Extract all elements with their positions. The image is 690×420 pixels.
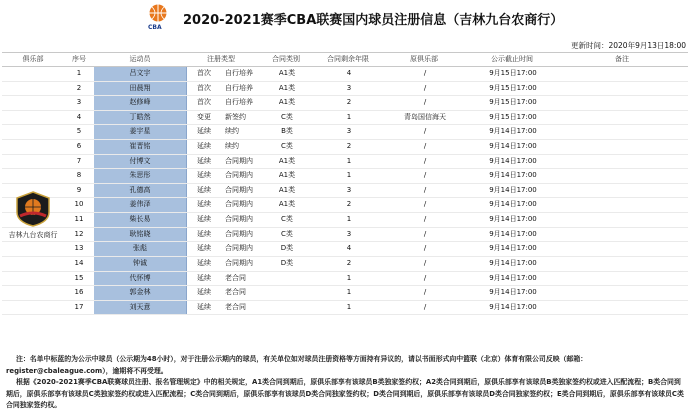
reg-type-main: 延续 [197,200,211,209]
row-no: 15 [74,273,84,282]
contract-type: A1类 [278,200,296,209]
table-row [2,169,688,184]
cba-logo [147,3,169,33]
orig-club: / [423,200,427,209]
table-row [2,198,688,213]
deadline: 9月15日17:00 [489,112,537,121]
player-name: 耿铭晓 [94,228,187,242]
contract-type: C类 [281,142,293,151]
player-name: 赵修峰 [94,96,187,110]
years-remaining: 3 [346,83,352,92]
club-cell [2,190,64,240]
orig-club: / [423,273,427,282]
years-remaining: 2 [346,258,352,267]
reg-type [187,228,257,242]
row-no: 7 [76,156,82,165]
orig-club: / [423,288,427,297]
contract-type [257,272,317,286]
reg-type [187,140,257,154]
row-no: 16 [74,288,84,297]
orig-club: / [423,215,427,224]
remark [557,96,688,110]
reg-type-main: 延续 [197,302,211,311]
club-cell-empty [2,242,64,256]
reg-type-sub: 合同期内 [225,171,253,180]
table-row [2,96,688,111]
row-no: 1 [76,69,82,77]
years-remaining: 1 [346,112,352,121]
deadline: 9月15日17:00 [489,83,537,92]
deadline: 9月14日17:00 [489,258,537,267]
player-name: 柴长易 [94,213,187,227]
years-remaining: 2 [346,200,352,209]
remark [557,213,688,227]
reg-type-sub: 新签约 [225,112,246,121]
orig-club: / [423,302,427,311]
reg-type-main: 变更 [197,112,211,121]
reg-type [187,125,257,139]
reg-type [187,257,257,271]
deadline: 9月15日17:00 [489,69,537,77]
reg-type [187,213,257,227]
table-body [2,67,688,315]
reg-type [187,272,257,286]
contract-type: A1类 [278,98,296,107]
reg-type [187,242,257,256]
remark [557,82,688,96]
player-name: 吕文宇 [94,67,187,81]
deadline: 9月14日17:00 [489,200,537,209]
reg-type-sub: 老合同 [225,288,246,297]
contract-type: D类 [280,244,294,253]
reg-type-main: 延续 [197,142,211,151]
row-no: 4 [76,112,82,121]
contract-type: C类 [281,215,293,224]
reg-type [187,169,257,183]
orig-club: / [423,69,427,77]
deadline: 9月14日17:00 [489,244,537,253]
years-remaining: 2 [346,142,352,151]
player-name: 姜伟泽 [94,198,187,212]
years-remaining: 4 [346,69,352,77]
row-no: 2 [76,83,82,92]
contract-type: A1类 [278,185,296,194]
row-no: 11 [74,215,84,224]
reg-type [187,286,257,300]
deadline: 9月15日17:00 [489,98,537,107]
club-cell-empty [2,67,64,81]
player-name: 钟诚 [94,257,187,271]
remark [557,301,688,315]
orig-club: / [423,185,427,194]
remark [557,242,688,256]
col-header-contract-type: 合同类别 [272,55,300,63]
table-row [2,213,688,228]
reg-type [187,301,257,315]
row-no: 6 [76,142,82,151]
contract-type: C类 [281,112,293,121]
years-remaining: 1 [346,302,352,311]
club-cell-empty [2,169,64,183]
player-name: 田晨翔 [94,82,187,96]
years-remaining: 3 [346,229,352,238]
club-cell-empty [2,96,64,110]
orig-club: / [423,156,427,165]
club-cell-empty [2,111,64,125]
years-remaining: 1 [346,171,352,180]
orig-club: / [423,98,427,107]
reg-type-main: 延续 [197,229,211,238]
reg-type-sub: 老合同 [225,273,246,282]
col-header-deadline: 公示截止时间 [491,55,533,63]
remark [557,125,688,139]
col-header-club: 俱乐部 [22,55,44,63]
remark [557,198,688,212]
table-row [2,67,688,82]
reg-type-sub: 合同期内 [225,229,253,238]
years-remaining: 3 [346,127,352,136]
club-cell-empty [2,125,64,139]
reg-type [187,184,257,198]
remark [557,67,688,81]
table-row [2,82,688,97]
remark [557,272,688,286]
years-remaining: 1 [346,215,352,224]
contract-type: C类 [281,229,293,238]
player-name: 刘天意 [94,301,187,315]
table-row [2,155,688,170]
club-name: 吉林九台农商行 [8,231,58,239]
player-name: 朱思彤 [94,169,187,183]
reg-type-main: 延续 [197,273,211,282]
reg-type-main: 延续 [197,258,211,267]
player-name: 代怀博 [94,272,187,286]
deadline: 9月14日17:00 [489,288,537,297]
reg-type [187,82,257,96]
cba-logo-text: CBA [148,24,162,31]
years-remaining: 1 [346,156,352,165]
col-header-reg-type: 注册类型 [207,55,235,63]
player-name: 张彪 [94,242,187,256]
deadline: 9月14日17:00 [489,142,537,151]
remark [557,228,688,242]
page-title: 2020-2021赛季CBA联赛国内球员注册信息（吉林九台农商行） [183,13,564,28]
remark [557,111,688,125]
registration-table [2,52,688,315]
years-remaining: 2 [346,98,352,107]
deadline: 9月14日17:00 [489,229,537,238]
deadline: 9月14日17:00 [489,127,537,136]
club-cell-empty [2,301,64,315]
reg-type [187,67,257,81]
reg-type-sub: 合同期内 [225,244,253,253]
update-time: 更新时间：2020年9月13日18:00 [570,41,686,50]
col-header-no: 序号 [72,55,86,63]
deadline: 9月14日17:00 [489,156,537,165]
contract-type [257,286,317,300]
reg-type-sub: 合同期内 [225,156,253,165]
table-header [2,52,688,67]
col-header-orig-club: 原俱乐部 [410,55,438,63]
reg-type-main: 首次 [197,83,211,92]
note-2: 根据《2020-2021赛季CBA联赛球员注册、报名管理规定》中的相关规定，A1类合同到期后，原俱乐部享有该球员B类独家签约权；A2类合同到期后，原俱乐部享有该球员B类独家签约权或进入匹配流程；B类合同到期后，原俱乐部享有该球员C类独家签约权或进入匹配流程；C类合同到期后，原俱乐部享有该球员D类合同独家签约权；D类合同到期后，原俱乐部享有该球员D类合同独家签约权；E类合同到期后，原俱乐部享有该球员C类合同独家签约权。 [6,378,684,409]
reg-type-main: 延续 [197,244,211,253]
table-row [2,140,688,155]
reg-type-sub: 自行培养 [225,98,253,107]
note-1: 注：名单中标蓝的为公示中球员（公示期为48小时），对于注册公示期内的球员，有关单位如对球员注册资格等方面持有异议的，请以书面形式向中篮联（北京）体育有限公司反映（邮箱：register@cbaleague.com），逾期将不再受理。 [6,355,588,375]
club-logo [11,190,55,228]
deadline: 9月14日17:00 [489,185,537,194]
deadline: 9月14日17:00 [489,171,537,180]
club-cell-empty [2,155,64,169]
deadline: 9月14日17:00 [489,215,537,224]
remark [557,169,688,183]
remark [557,155,688,169]
reg-type-sub: 续约 [225,142,239,151]
table-row [2,228,688,243]
reg-type-sub: 合同期内 [225,215,253,224]
notes [6,354,686,412]
reg-type-main: 延续 [197,185,211,194]
table-row [2,257,688,272]
reg-type-main: 延续 [197,156,211,165]
reg-type [187,155,257,169]
contract-type [257,301,317,315]
orig-club: / [423,142,427,151]
remark [557,286,688,300]
orig-club: / [423,244,427,253]
orig-club: / [423,229,427,238]
reg-type [187,198,257,212]
row-no: 9 [76,185,82,194]
deadline: 9月14日17:00 [489,302,537,311]
player-name: 丁皓然 [94,111,187,125]
col-header-years: 合同剩余年限 [327,55,369,63]
row-no: 13 [74,244,84,253]
reg-type-main: 延续 [197,171,211,180]
row-no: 10 [74,200,84,209]
reg-type-main: 首次 [197,98,211,107]
remark [557,184,688,198]
orig-club: / [423,83,427,92]
reg-type-sub: 自行培养 [225,83,253,92]
row-no: 12 [74,229,84,238]
contract-type: A1类 [278,83,296,92]
table-row [2,286,688,301]
player-name: 郭金林 [94,286,187,300]
row-no: 8 [76,171,82,180]
reg-type-main: 延续 [197,215,211,224]
remark [557,257,688,271]
row-no: 5 [76,127,82,136]
reg-type-main: 首次 [197,69,211,77]
years-remaining: 3 [346,185,352,194]
player-name: 付博文 [94,155,187,169]
reg-type-sub: 合同期内 [225,185,253,194]
player-name: 崔晋铭 [94,140,187,154]
contract-type: D类 [280,258,294,267]
player-name: 孔德高 [94,184,187,198]
table-row [2,272,688,287]
col-header-remark: 备注 [615,55,629,63]
reg-type-sub: 自行培养 [225,69,253,77]
reg-type-main: 延续 [197,127,211,136]
club-cell-empty [2,82,64,96]
row-no: 3 [76,98,82,107]
years-remaining: 1 [346,273,352,282]
table-row [2,184,688,199]
contract-type: A1类 [278,171,296,180]
row-no: 17 [74,302,84,311]
remark [557,140,688,154]
club-cell-empty [2,257,64,271]
years-remaining: 4 [346,244,352,253]
club-cell-empty [2,272,64,286]
years-remaining: 1 [346,288,352,297]
table-row [2,111,688,126]
table-row [2,301,688,316]
reg-type [187,111,257,125]
reg-type-sub: 合同期内 [225,258,253,267]
table-row [2,125,688,140]
reg-type [187,96,257,110]
contract-type: A1类 [278,69,296,77]
table-row [2,242,688,257]
reg-type-sub: 合同期内 [225,200,253,209]
reg-type-sub: 老合同 [225,302,246,311]
orig-club: / [423,171,427,180]
reg-type-main: 延续 [197,288,211,297]
orig-club: / [423,258,427,267]
player-name: 姜宇星 [94,125,187,139]
club-cell-empty [2,140,64,154]
contract-type: B类 [281,127,293,136]
orig-club: 青岛国信海天 [404,112,446,121]
row-no: 14 [74,258,84,267]
orig-club: / [423,127,427,136]
contract-type: A1类 [278,156,296,165]
reg-type-sub: 续约 [225,127,239,136]
col-header-player: 运动员 [94,53,186,66]
deadline: 9月14日17:00 [489,273,537,282]
club-cell-empty [2,286,64,300]
